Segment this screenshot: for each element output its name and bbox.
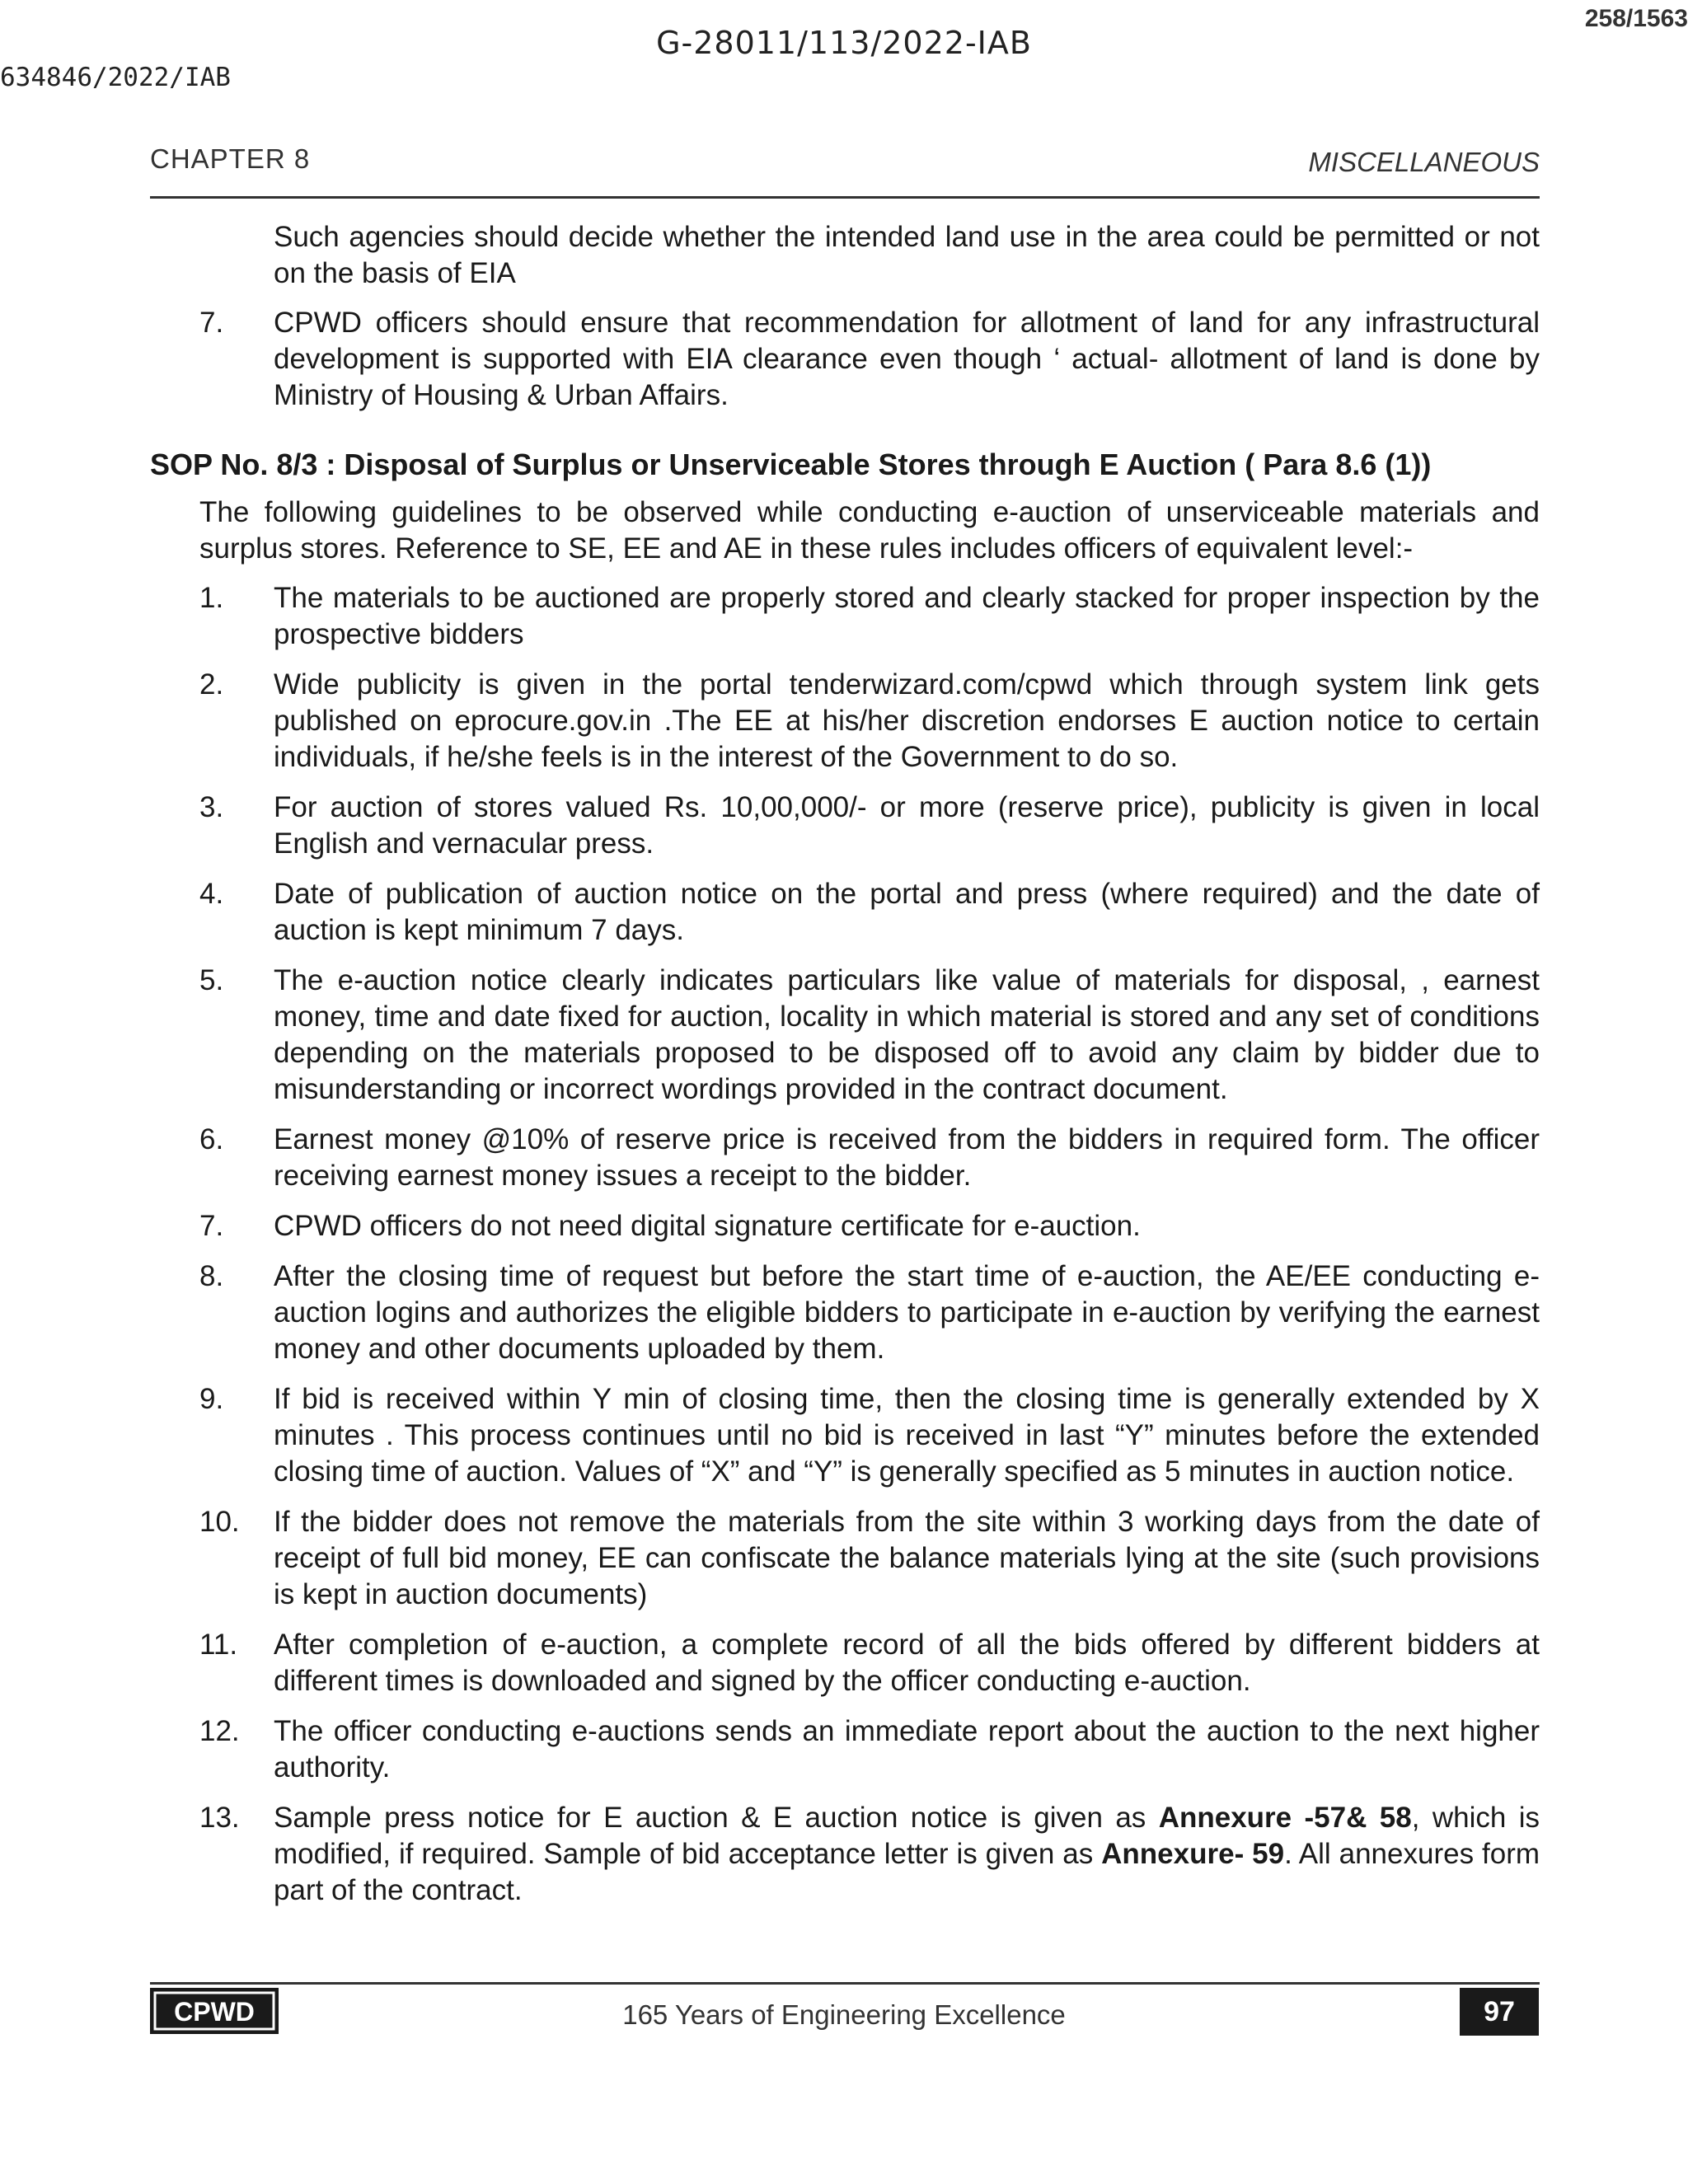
list-item-number: 1. [199, 582, 224, 614]
svg-text:CPWD: CPWD [174, 1997, 255, 2027]
list-item-text: The officer conducting e-auctions sends an immediate report about the auction to the next higher authority. [274, 1715, 1540, 1783]
list-item-number: 5. [199, 964, 224, 996]
footer-divider [150, 1982, 1540, 1985]
continued-paragraph: Such agencies should decide whether the intended land use in the area could be permitted or not on the basis of EIA [274, 221, 1540, 289]
section-title: MISCELLANEOUS [1308, 147, 1540, 177]
annexure-reference: Annexure- 59 [1101, 1838, 1285, 1870]
list-item-text: If bid is received within Y min of closing time, then the closing time is generally extended by X minutes . This process continues until no bid is received in last “Y” minutes before the extended closing time of auction. Values of “X” and “Y” is generally specified as 5 minutes in auction notice. [274, 1383, 1540, 1488]
list-item-text: Sample press notice for E auction & E auction notice is given as Annexure -57& 58, which is modified, if required. Sample of bid acceptance letter is given as Annexure- 59. All annexures form part of the contract. [274, 1802, 1540, 1906]
list-item [150, 963, 1540, 1108]
list-item-number: 7. [199, 307, 224, 339]
page-count: 258/1563 [1584, 5, 1688, 32]
list-item-number: 3. [199, 791, 224, 823]
list-item [150, 1713, 1540, 1786]
list-item-number: 7. [199, 1210, 224, 1242]
list-item [150, 1504, 1540, 1613]
list-item-number: 2. [199, 668, 224, 701]
list-item-number: 6. [199, 1123, 224, 1155]
list-item-text: After the closing time of request but before the start time of e-auction, the AE/EE conducting e-auction logins and authorizes the eligible bidders to participate in e-auction by verifying the earnest money and other documents uploaded by them. [274, 1260, 1540, 1365]
list-item [150, 1258, 1540, 1367]
list-item-text: Date of publication of auction notice on the portal and press (where required) and the date of auction is kept minimum 7 days. [274, 878, 1540, 946]
file-number-stamp: G-28011/113/2022-IAB [656, 25, 1032, 61]
list-item [150, 1627, 1540, 1699]
list-item-text: The e-auction notice clearly indicates particulars like value of materials for disposal, , earnest money, time and date fixed for auction, locality in which material is stored and any set of conditions depending on the materials proposed to be disposed off to avoid any claim by bidder due to misunderstanding or incorrect wordings provided in the contract document. [274, 964, 1540, 1105]
list-item [150, 305, 1540, 414]
list-item [150, 876, 1540, 949]
list-item [150, 667, 1540, 776]
list-item [150, 1800, 1540, 1909]
sop-guidelines-list [150, 580, 1540, 1786]
list-item [150, 1122, 1540, 1194]
list-item [150, 580, 1540, 653]
list-item-text: CPWD officers do not need digital signature certificate for e-auction. [274, 1210, 1141, 1242]
annexure-reference: Annexure -57& 58 [1158, 1802, 1412, 1834]
header-divider [150, 196, 1540, 199]
page-body [150, 219, 1540, 1923]
list-item-number: 13. [199, 1802, 240, 1834]
list-item-text: The materials to be auctioned are properly stored and clearly stacked for proper inspection by the prospective bidders [274, 582, 1540, 650]
list-item-text: Earnest money @10% of reserve price is received from the bidders in required form. The officer receiving earnest money issues a receipt to the bidder. [274, 1123, 1540, 1192]
list-item-text: After completion of e-auction, a complete record of all the bids offered by different bidders at different times is downloaded and signed by the officer conducting e-auction. [274, 1629, 1540, 1697]
list-item-text: Wide publicity is given in the portal tenderwizard.com/cpwd which through system link gets published on eprocure.gov.in .The EE at his/her discretion endorses E auction notice to certain individuals, if he/she feels is in the interest of the Government to do so. [274, 668, 1540, 773]
list-item-number: 10. [199, 1506, 240, 1538]
list-item-number: 12. [199, 1715, 240, 1747]
footer-tagline: 165 Years of Engineering Excellence [622, 1999, 1066, 2030]
list-item [150, 790, 1540, 862]
list-item-text: CPWD officers should ensure that recommendation for allotment of land for any infrastructural development is supported with EIA clearance even though ‘ actual- allotment of land is done by Ministry of Housing & Urban Affairs. [274, 307, 1540, 411]
receipt-number-stamp: 634846/2022/IAB [0, 63, 231, 92]
list-item [150, 1381, 1540, 1490]
sop-heading: SOP No. 8/3 : Disposal of Surplus or Unserviceable Stores through E Auction ( Para 8.6 (1)) [150, 448, 1432, 481]
list-item [150, 1208, 1540, 1244]
list-item-number: 4. [199, 878, 224, 910]
list-item-number: 9. [199, 1383, 224, 1415]
sop-intro: The following guidelines to be observed while conducting e-auction of unserviceable materials and surplus stores. Reference to SE, EE and AE in these rules includes officers of equivalent level:- [199, 496, 1540, 565]
chapter-label: CHAPTER 8 [150, 143, 311, 174]
page-number: 97 [1460, 1988, 1539, 2036]
list-item-number: 11. [199, 1629, 238, 1661]
list-item-text: For auction of stores valued Rs. 10,00,000/- or more (reserve price), publicity is given in local English and vernacular press. [274, 791, 1540, 860]
list-item-number: 8. [199, 1260, 224, 1292]
list-item-text: If the bidder does not remove the materials from the site within 3 working days from the date of receipt of full bid money, EE can confiscate the balance materials lying at the site (such provisions is kept in auction documents) [274, 1506, 1540, 1610]
